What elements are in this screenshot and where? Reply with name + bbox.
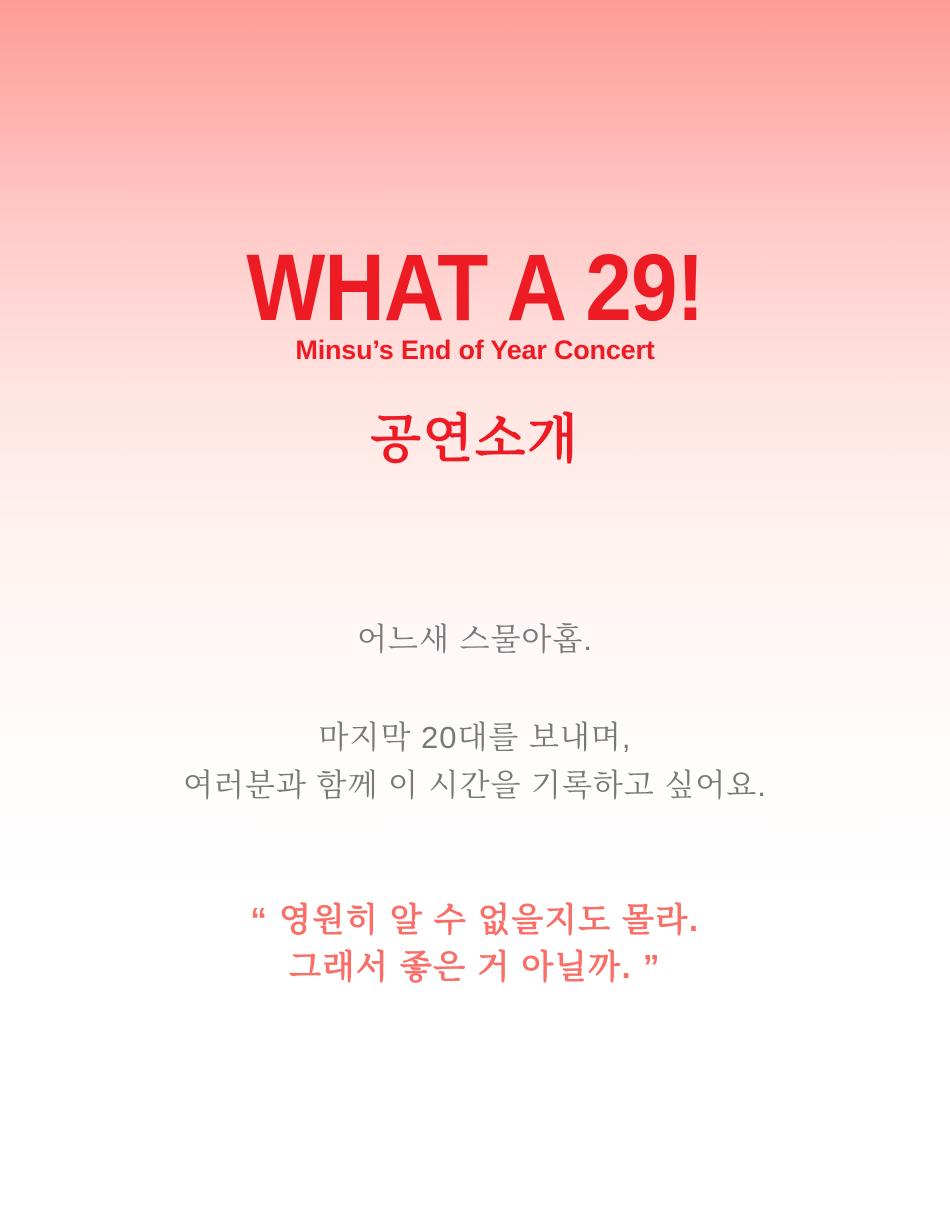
intro-line: 마지막 20대를 보내며, bbox=[318, 720, 632, 755]
intro-line: 어느새 스물아홉. bbox=[357, 622, 593, 657]
section-heading: 공연소개 bbox=[370, 411, 580, 469]
page-title: WHAT A 29! bbox=[246, 235, 704, 341]
quote-line: 그래서 좋은 거 아닐까. ” bbox=[289, 948, 661, 985]
quote-line: “ 영원히 알 수 없을지도 몰라. bbox=[250, 901, 700, 938]
page-subtitle: Minsu’s End of Year Concert bbox=[295, 335, 655, 365]
intro-paragraph bbox=[0, 714, 950, 810]
intro-line: 여러분과 함께 이 시간을 기록하고 싶어요. bbox=[183, 768, 767, 803]
quote-block bbox=[0, 896, 950, 990]
